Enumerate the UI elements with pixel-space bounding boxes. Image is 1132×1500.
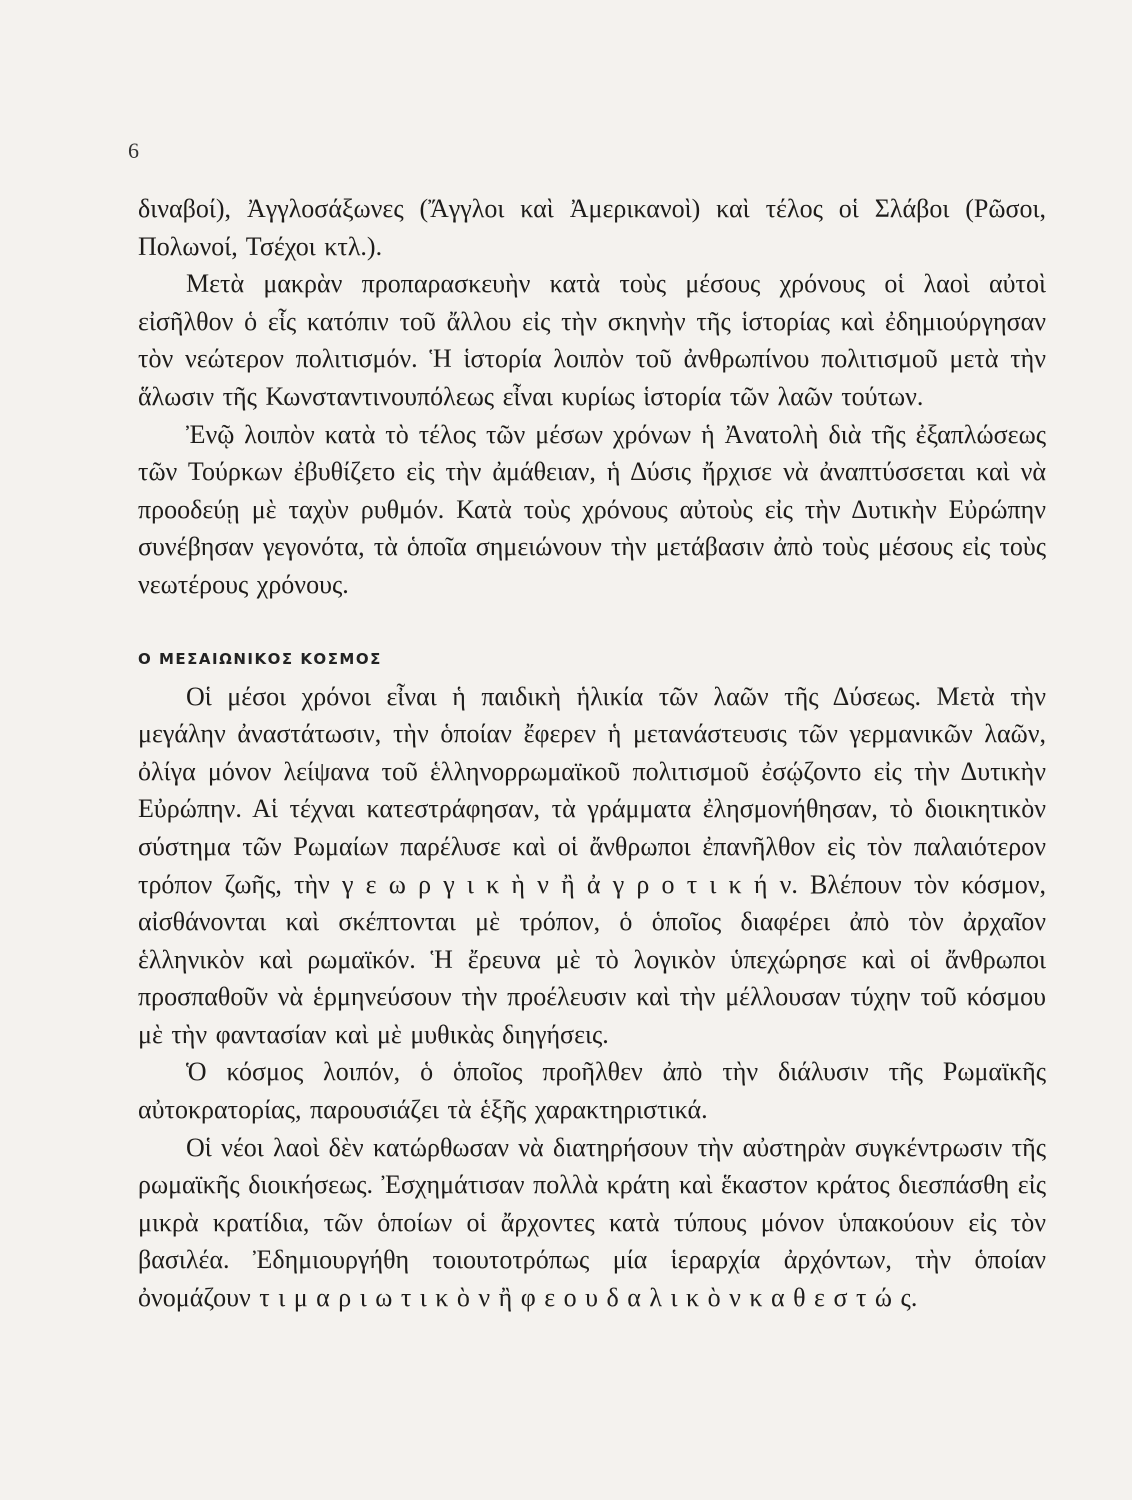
paragraph-east-west: Ἐνῷ λοιπὸν κατὰ τὸ τέλος τῶν μέσων χρόνων ἡ Ἀνατολὴ διὰ τῆς ἐξαπλώσεως τῶν Τούρκων ἐβυθίζετο εἰς τὴν ἀμάθειαν, ἡ Δύσις ἤρχισε νὰ ἀναπτύσσεται καὶ νὰ προοδεύῃ μὲ ταχὺν ρυθμόν. Κατὰ τοὺς χρόνους αὐτοὺς εἰς τὴν Δυτικὴν Εὐρώπην συνέβησαν γεγονότα, τὰ ὁποῖα σημειώνουν τὴν μετάβασιν ἀπὸ τοὺς μέσους εἰς τοὺς νεωτέρους χρόνους. [138,419,1046,599]
paragraph-feudal-system: Οἱ νέοι λαοὶ δὲν κατώρθωσαν νὰ διατηρήσουν τὴν αὐστηρὰν συγκέντρωσιν τῆς ρωμαϊκῆς διοικήσεως. Ἐσχημάτισαν πολλὰ κράτη καὶ ἕκαστον κράτος διεσπάσθη εἰς μικρὰ κρατίδια, τῶν ὁποίων οἱ ἄρχοντες κατὰ τύπους μόνον ὑπακούουν εἰς τὸν βασιλέα. Ἐδημιουργήθη τοιουτοτρόπως μία ἱεραρχία ἀρχόντων, τὴν ὁποίαν ὀνομάζουν τ ι μ α ρ ι ω τ ι κ ὸ ν ἢ φ ε ο υ δ α λ ι κ ὸ ν κ α θ ε σ τ ώ ς. [138,1132,1046,1313]
page-number: 6 [128,138,139,163]
paragraph-medieval-world: Οἱ μέσοι χρόνοι εἶναι ἡ παιδικὴ ἡλικία τῶν λαῶν τῆς Δύσεως. Μετὰ τὴν μεγάλην ἀναστάτωσιν, τὴν ὁποίαν ἔφερεν ἡ μετανάστευσις τῶν γερμανικῶν λαῶν, ὀλίγα μόνον λείψανα τοῦ ἑλληνορρωμαϊκοῦ πολιτισμοῦ ἐσῴζοντο εἰς τὴν Δυτικὴν Εὐρώπην. Αἱ τέχναι κατεστράφησαν, τὰ γράμματα ἐλησμονήθησαν, τὸ διοικητικὸν σύστημα τῶν Ρωμαίων παρέλυσε καὶ οἱ ἄνθρωποι ἐπανῆλθον εἰς τὸν παλαιότερον τρόπον ζωῆς, τὴν γ ε ω ρ γ ι κ ὴ ν ἢ ἀ γ ρ ο τ ι κ ή ν. Βλέπουν τὸν κόσμον, αἰσθάνονται καὶ σκέπτονται μὲ τρόπον, ὁ ὁποῖος διαφέρει ἀπὸ τὸν ἀρχαῖον ἑλληνικὸν καὶ ρωμαϊκόν. Ἡ ἔρευνα μὲ τὸ λογικὸν ὑπεχώρησε καὶ οἱ ἄνθρωποι προσπαθοῦν νὰ ἑρμηνεύσουν τὴν προέλευσιν καὶ τὴν μέλλουσαν τύχην τοῦ κόσμου μὲ τὴν φαντασίαν καὶ μὲ μυθικὰς διηγήσεις. [138,681,1046,1049]
body-text [138,190,1046,1317]
paragraph-characteristics: Ὁ κόσμος λοιπόν, ὁ ὁποῖος προῆλθεν ἀπὸ τὴν διάλυσιν τῆς Ρωμαϊκῆς αὐτοκρατορίας, παρουσιάζει τὰ ἑξῆς χαρακτηριστικά. [138,1057,1046,1125]
paragraph-middle-ages-peoples: Μετὰ μακρὰν προπαρασκευὴν κατὰ τοὺς μέσους χρόνους οἱ λαοὶ αὐτοὶ εἰσῆλθον ὁ εἷς κατόπιν τοῦ ἄλλου εἰς τὴν σκηνὴν τῆς ἱστορίας καὶ ἐδημιούργησαν τὸν νεώτερον πολιτισμόν. Ἡ ἱστορία λοιπὸν τοῦ ἀνθρωπίνου πολιτισμοῦ μετὰ τὴν ἅλωσιν τῆς Κωνσταντινουπόλεως εἶναι κυρίως ἱστορία τῶν λαῶν τούτων. [138,269,1046,411]
section-heading: Ο ΜΕΣΑΙΩΝΙΚΟΣ ΚΟΣΜΟΣ [138,649,382,668]
paragraph-continuation: διναβοί), Ἀγγλοσάξωνες (Ἄγγλοι καὶ Ἀμερικανοὶ) καὶ τέλος οἱ Σλάβοι (Ρῶσοι, Πολωνοί, Τσέχοι κτλ.). [138,194,1046,261]
